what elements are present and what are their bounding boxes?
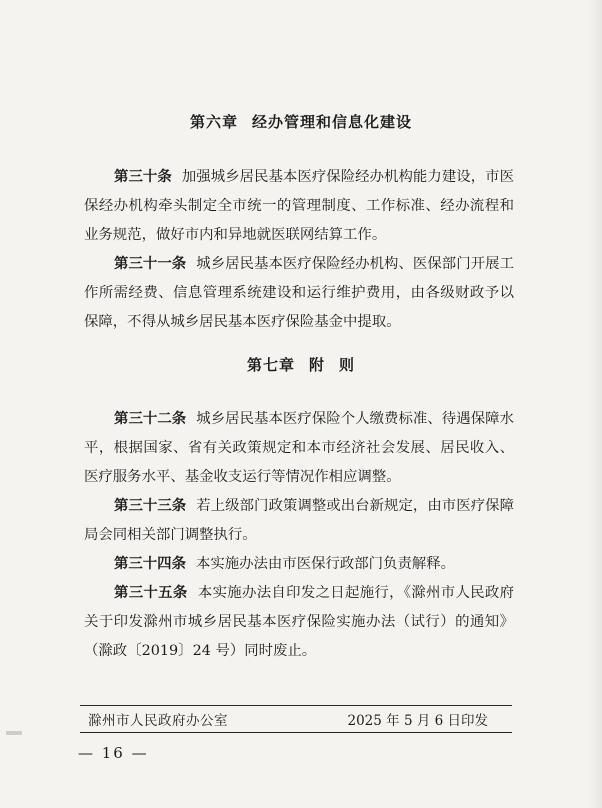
article-32 xyxy=(84,404,514,492)
article-31-label: 第三十一条 xyxy=(114,255,187,272)
chapter-6-heading xyxy=(0,111,602,132)
article-34 xyxy=(84,549,514,579)
article-30 xyxy=(84,162,514,250)
article-35 xyxy=(84,578,514,666)
chapter-7-heading xyxy=(0,354,602,375)
article-32-label: 第三十二条 xyxy=(114,410,187,427)
footer-top-rule xyxy=(80,705,512,706)
article-30-text: 加强城乡居民基本医疗保险经办机构能力建设，市医保经办机构牵头制定全市统一的管理制度、工作标准、经办流程和业务规范，做好市内和异地就医联网结算工作。 xyxy=(84,169,514,243)
article-33-text: 若上级部门政策调整或出台新规定，由市医疗保障局会同相关部门调整执行。 xyxy=(84,498,514,543)
page-number: — 16 — xyxy=(78,744,149,762)
footer-bottom-rule xyxy=(80,732,512,733)
chapter-7-number: 第七章 xyxy=(246,356,295,374)
chapter-7-title-b: 则 xyxy=(339,356,356,374)
article-35-label: 第三十五条 xyxy=(114,584,188,601)
article-34-label: 第三十四条 xyxy=(114,555,186,572)
article-34-text: 本实施办法由市医保行政部门负责解释。 xyxy=(195,556,456,572)
article-30-label: 第三十条 xyxy=(114,168,172,185)
chapter-6-title: 经办管理和信息化建设 xyxy=(252,113,413,131)
chapter-6-number: 第六章 xyxy=(189,113,238,131)
article-31 xyxy=(84,249,514,337)
scan-margin-mark xyxy=(6,731,22,735)
chapter-7-title-a: 附 xyxy=(308,356,325,374)
article-33 xyxy=(84,491,514,550)
article-35-text: 本实施办法自印发之日起施行，《滁州市人民政府关于印发滁州市城乡居民基本医疗保险实施办法（试行）的通知》（滁政〔2019〕24 号）同时废止。 xyxy=(84,585,514,659)
footer-issuer: 滁州市人民政府办公室 xyxy=(88,713,228,729)
article-33-label: 第三十三条 xyxy=(114,497,187,514)
article-31-text: 城乡居民基本医疗保险经办机构、医保部门开展工作所需经费、信息管理系统建设和运行维护费用，由各级财政予以保障，不得从城乡居民基本医疗保险基金中提取。 xyxy=(84,256,514,330)
footer-date: 2025 年 5 月 6 日印发 xyxy=(347,713,488,729)
article-32-text: 城乡居民基本医疗保险个人缴费标准、待遇保障水平，根据国家、省有关政策规定和本市经济社会发展、居民收入、医疗服务水平、基金收支运行等情况作相应调整。 xyxy=(84,411,514,485)
